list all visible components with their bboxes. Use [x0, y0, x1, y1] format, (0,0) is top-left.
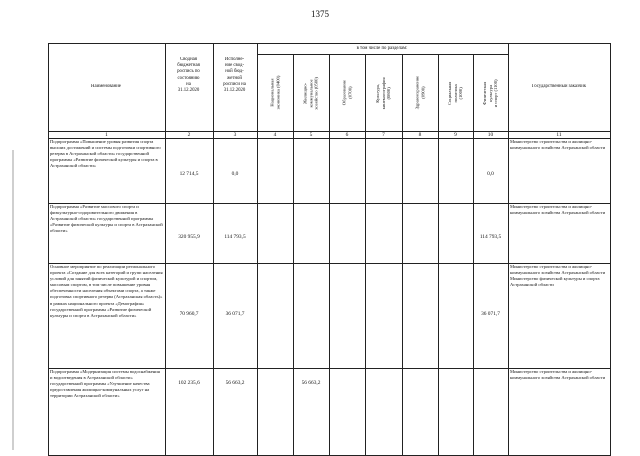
section-header-label: Здравоохранение (0900): [414, 76, 425, 110]
row-execution: 0,0: [231, 171, 239, 177]
header-sections-title: в том числе по разделам:: [356, 46, 408, 51]
row-name: Подпрограмма «Повышение уровня развития спорта высших достижений и системы подготовки спортивного резерва в Астраханской области» государственной программы «Развитие физической культуры и спорта в Астраханской области»: [50, 139, 161, 169]
table-horizontal-rule: [48, 368, 611, 369]
column-number: 3: [233, 132, 237, 138]
table-vertical-rule: [213, 43, 214, 455]
table-vertical-rule: [610, 43, 611, 455]
section-header-label: Культура, кинематография (0800): [375, 77, 392, 109]
row-budget: 102 235,6: [178, 380, 200, 386]
row-budget: 70 960,7: [179, 311, 199, 317]
section-header-6: [438, 55, 473, 131]
row-execution: 114 793,5: [224, 234, 246, 240]
row-customer: Министерство строительства и жилищно-коммунального хозяйства Астраханской области: [510, 369, 606, 381]
row-section-value: 114 793,5: [479, 234, 502, 240]
section-header-5: [402, 55, 438, 131]
table-vertical-rule: [257, 43, 258, 455]
section-header-label: Физическая культура и спорт (1100): [482, 79, 499, 107]
header-execution: Исполне- ние свод- ной бюд- жетной росписи на 31.12.2020: [223, 57, 246, 94]
table-vertical-rule: [165, 43, 166, 455]
row-customer: Министерство строительства и жилищно-коммунального хозяйства Астраханской области Министерство физической культуры и спорта Астраханской области: [510, 264, 606, 288]
table-vertical-rule: [365, 54, 366, 455]
column-number: 10: [487, 132, 494, 138]
row-budget: 320 955,9: [178, 234, 200, 240]
binding-edge: [12, 150, 14, 450]
column-number: 1: [105, 132, 108, 138]
row-execution: 56 663,2: [225, 380, 245, 386]
section-header-label: Социальная политика (1000): [447, 81, 464, 105]
section-header-label: Образование (0700): [341, 80, 352, 106]
row-budget: 12 714,5: [179, 171, 199, 177]
column-number: 11: [556, 132, 562, 138]
section-header-7: [473, 55, 508, 131]
row-customer: Министерство строительства и жилищно-коммунального хозяйства Астраханской области: [510, 139, 606, 151]
table-horizontal-rule: [48, 131, 611, 132]
column-number: 7: [382, 132, 385, 138]
row-section-value: 36 071,7: [481, 311, 500, 317]
table-vertical-rule: [473, 54, 474, 455]
table-vertical-rule: [402, 54, 403, 455]
column-number: 6: [345, 132, 349, 138]
table-vertical-rule: [438, 54, 439, 455]
row-name: Подпрограмма «Модернизация системы водоснабжения и водоотведения в Астраханской области» государственной программы «Улучшение качества предоставления жилищно-коммунальных услуг на территории Астраханской области»: [50, 369, 160, 399]
section-header-label: Жилищно- коммунальное хозяйство (0500): [302, 76, 319, 110]
section-header-3: [329, 55, 365, 131]
row-name: Подпрограмма «Развитие массового спорта и физкультурно-оздоровительного движения в Астраханской области» государственной программы «Развитие физической культуры и спорта в Астраханской области»: [50, 204, 163, 234]
report-table: [48, 43, 610, 455]
row-section-value: 56 663,2: [301, 380, 321, 386]
section-header-1: [257, 55, 293, 131]
table-vertical-rule: [329, 54, 330, 455]
section-header-2: [293, 55, 329, 131]
column-number: 2: [187, 132, 191, 138]
column-number: 8: [418, 132, 422, 138]
table-horizontal-rule: [48, 263, 611, 264]
row-customer: Министерство строительства и жилищно-коммунального хозяйства Астраханской области: [510, 204, 606, 216]
column-number: 4: [273, 132, 277, 138]
page-number: 1375: [311, 9, 329, 19]
section-header-4: [365, 55, 402, 131]
row-execution: 36 071,7: [225, 311, 245, 317]
header-budget-plan: Сводная бюджетная роспись по состоянию на 31.12.2020: [177, 57, 200, 94]
table-vertical-rule: [48, 43, 49, 455]
column-number: 9: [454, 132, 457, 138]
table-vertical-rule: [508, 43, 509, 455]
row-section-value: 0,0: [487, 171, 494, 177]
table-horizontal-rule: [257, 54, 509, 55]
header-customer: Государственный заказчик: [531, 84, 587, 89]
table-vertical-rule: [293, 54, 294, 455]
table-horizontal-rule: [48, 43, 611, 44]
header-name: Наименование: [91, 84, 121, 89]
row-name: Основное мероприятие по реализации регионального проекта «Создание для всех категорий и групп населения условий для занятий физической культурой и спортом, массовым спортом, в том числе повышение уровня обеспеченности населения объектами спорта, а также подготовка спортивного резерва (Астраханская область)» в рамках национального проекта «Демография» государственной программы «Развитие физической культуры и спорта в Астраханской области»: [50, 264, 163, 318]
table-horizontal-rule: [48, 203, 611, 204]
section-header-label: Национальная экономика (0400): [269, 76, 280, 110]
column-number: 5: [309, 132, 313, 138]
table-horizontal-rule: [48, 138, 611, 139]
